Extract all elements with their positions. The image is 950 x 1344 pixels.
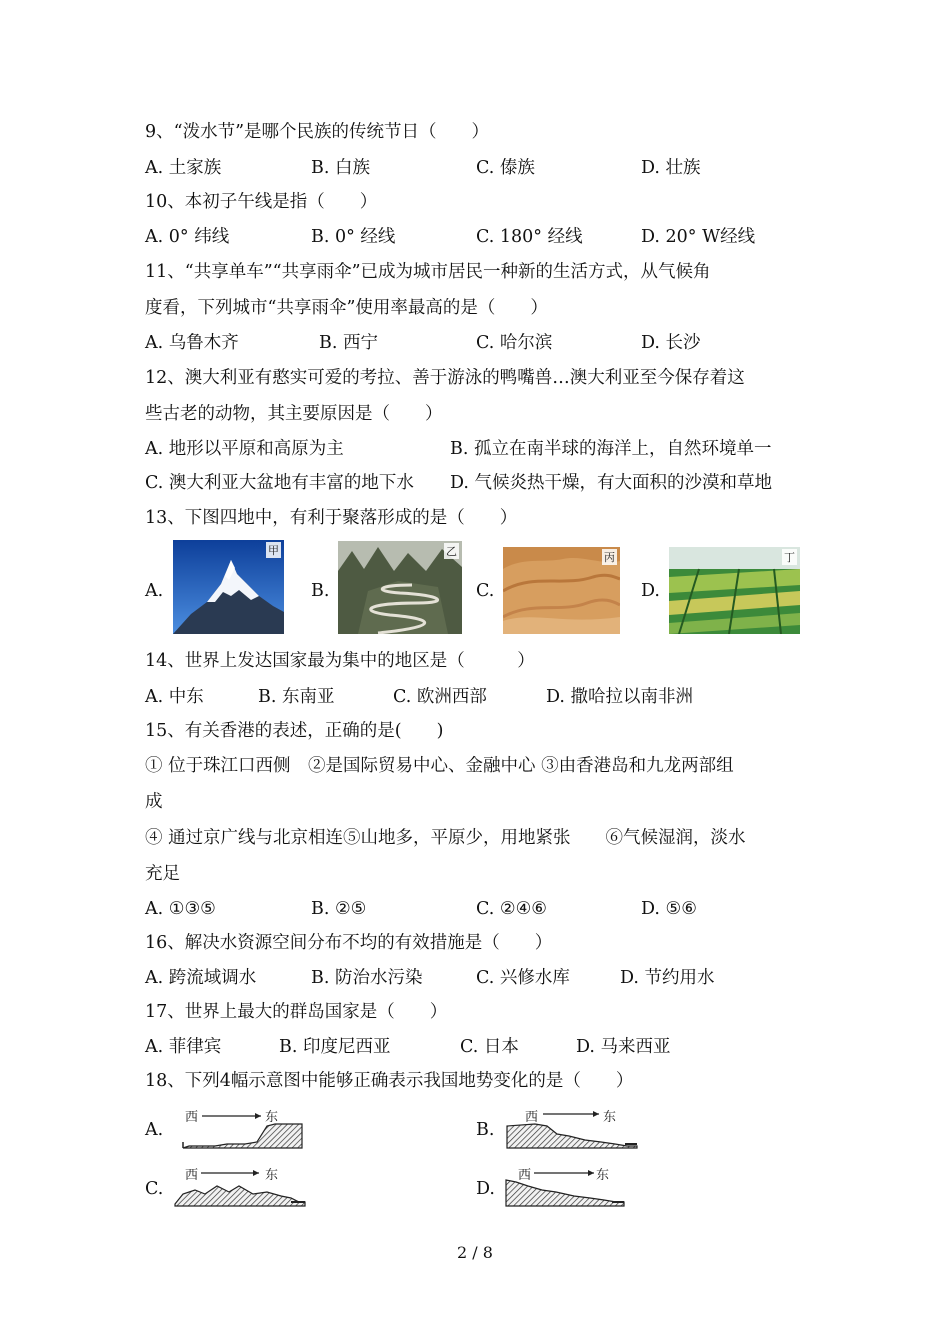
farmland-photo: [669, 547, 800, 634]
q15-line2: 成: [145, 792, 163, 812]
q15-line1: ① 位于珠江口西侧 ②是国际贸易中心、金融中心 ③由香港岛和九龙两部组: [145, 756, 734, 776]
q18-stem: 18、下列4幅示意图中能够正确表示我国地势变化的是（ ）: [145, 1071, 634, 1091]
desert-photo: [503, 547, 620, 634]
mountain-photo: [173, 540, 284, 634]
q16-option-b: B. 防治水污染: [311, 968, 423, 988]
q12-stem-line1: 12、澳大利亚有憨实可爱的考拉、善于游泳的鸭嘴兽…澳大利亚至今保存着这: [145, 368, 745, 388]
q15-option-a: A. ①③⑤: [145, 899, 216, 919]
q13-option-a: A.: [145, 581, 164, 601]
q10-stem: 10、本初子午线是指（ ）: [145, 192, 378, 212]
q15-line3: ④ 通过京广线与北京相连⑤山地多，平原少，用地紧张 ⑥气候湿润，淡水: [145, 828, 746, 848]
photo-tag-bing: 丙: [604, 551, 615, 564]
q14-option-a: A. 中东: [145, 687, 204, 707]
q11-option-b: B. 西宁: [319, 333, 378, 353]
q14-stem: 14、世界上发达国家最为集中的地区是（ ）: [145, 651, 535, 671]
q12-option-a: A. 地形以平原和高原为主: [145, 439, 344, 459]
west-label: 西: [185, 1168, 199, 1183]
q10-option-c: C. 180° 经线: [476, 227, 583, 247]
q11-stem-line1: 11、“共享单车”“共享雨伞”已成为城市居民一种新的生活方式，从气候角: [145, 262, 711, 282]
q13-option-c: C.: [476, 581, 495, 601]
q16-option-c: C. 兴修水库: [476, 968, 570, 988]
q15-option-b: B. ②⑤: [311, 899, 367, 919]
page-number: 2 / 8: [457, 1243, 493, 1262]
q17-stem: 17、世界上最大的群岛国家是（ ）: [145, 1002, 448, 1022]
q11-option-c: C. 哈尔滨: [476, 333, 553, 353]
q16-option-d: D. 节约用水: [620, 968, 715, 988]
q18-option-d: D.: [476, 1179, 495, 1199]
q16-option-a: A. 跨流域调水: [145, 968, 257, 988]
q14-option-c: C. 欧洲西部: [393, 687, 487, 707]
q18-option-c: C.: [145, 1179, 164, 1199]
q12-option-c: C. 澳大利亚大盆地有丰富的地下水: [145, 473, 414, 493]
q9-option-d: D. 壮族: [641, 158, 701, 178]
q10-option-d: D. 20° W经线: [641, 227, 756, 247]
q11-option-a: A. 乌鲁木齐: [145, 333, 239, 353]
terrain-profile-d: [504, 1164, 628, 1210]
terrain-profile-b: [505, 1106, 640, 1152]
q12-stem-line2: 些古老的动物，其主要原因是（ ）: [145, 404, 443, 424]
q10-option-a: A. 0° 纬线: [145, 227, 230, 247]
q18-option-a: A.: [145, 1120, 164, 1140]
q16-stem: 16、解决水资源空间分布不均的有效措施是（ ）: [145, 933, 553, 953]
q18-option-b: B.: [476, 1120, 495, 1140]
photo-tag-ding: 丁: [784, 551, 795, 564]
terrain-profile-a: [175, 1106, 305, 1152]
photo-tag-jia: 甲: [268, 544, 279, 557]
east-label: 东: [265, 1110, 279, 1125]
q13-option-d: D.: [641, 581, 660, 601]
q14-option-d: D. 撒哈拉以南非洲: [546, 687, 694, 707]
q15-option-d: D. ⑤⑥: [641, 899, 697, 919]
q9-option-a: A. 土家族: [145, 158, 222, 178]
q9-option-b: B. 白族: [311, 158, 370, 178]
q17-option-d: D. 马来西亚: [576, 1037, 671, 1057]
east-label: 东: [596, 1168, 610, 1183]
q9-option-c: C. 傣族: [476, 158, 535, 178]
q11-stem-line2: 度看，下列城市“共享雨伞”使用率最高的是（ ）: [145, 298, 548, 318]
q13-option-b: B.: [311, 581, 330, 601]
q9-stem: 9、“泼水节”是哪个民族的传统节日（ ）: [145, 122, 490, 142]
west-label: 西: [185, 1110, 199, 1125]
east-label: 东: [603, 1110, 617, 1125]
q15-line4: 充足: [145, 864, 180, 884]
q17-option-b: B. 印度尼西亚: [279, 1037, 391, 1057]
q15-option-c: C. ②④⑥: [476, 899, 547, 919]
photo-tag-yi: 乙: [446, 545, 457, 558]
west-label: 西: [525, 1110, 539, 1125]
q14-option-b: B. 东南亚: [258, 687, 335, 707]
east-label: 东: [265, 1168, 279, 1183]
q17-option-c: C. 日本: [460, 1037, 519, 1057]
winding-road-photo: [338, 541, 462, 634]
q10-option-b: B. 0° 经线: [311, 227, 396, 247]
q15-stem: 15、有关香港的表述，正确的是( ): [145, 721, 444, 741]
west-label: 西: [518, 1168, 532, 1183]
q12-option-b: B. 孤立在南半球的海洋上，自然环境单一: [450, 439, 772, 459]
terrain-profile-c: [173, 1164, 308, 1210]
q12-option-d: D. 气候炎热干燥，有大面积的沙漠和草地: [450, 473, 773, 493]
q13-stem: 13、下图四地中，有利于聚落形成的是（ ）: [145, 508, 518, 528]
q17-option-a: A. 菲律宾: [145, 1037, 222, 1057]
q11-option-d: D. 长沙: [641, 333, 701, 353]
